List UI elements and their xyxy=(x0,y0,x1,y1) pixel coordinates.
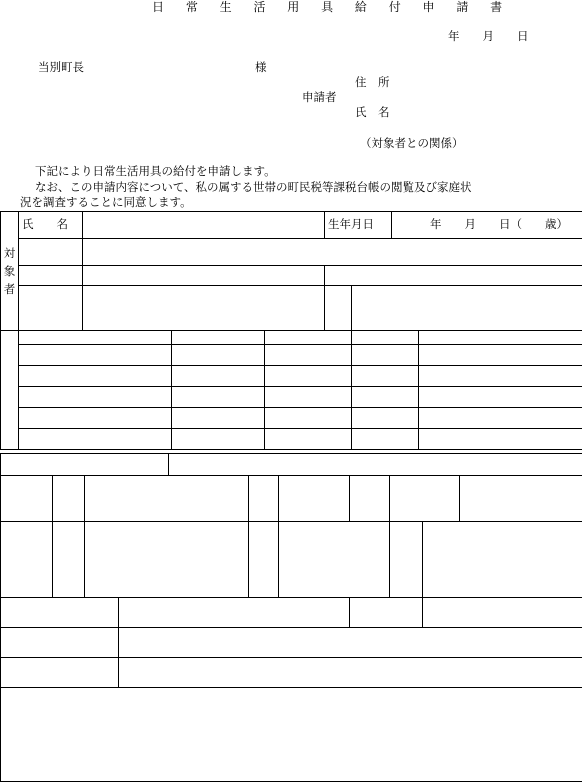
intro-line-3: 況を調査することに同意します。 xyxy=(20,196,192,210)
special-request-field[interactable] xyxy=(119,628,582,658)
disability-field[interactable] xyxy=(83,286,325,331)
household-relation-cell[interactable] xyxy=(172,408,265,429)
household-header-birth xyxy=(265,331,352,345)
bath-options[interactable] xyxy=(279,476,350,522)
household-name-cell[interactable] xyxy=(19,366,172,387)
subject-section-label: 対象者 xyxy=(1,212,19,331)
care-excretion-options[interactable] xyxy=(279,522,390,598)
equipment-remarks-field[interactable] xyxy=(119,658,582,688)
relation-label: （対象者との関係） xyxy=(360,137,464,151)
applicant-name-label: 氏 名 xyxy=(355,106,390,120)
household-birth-cell[interactable] xyxy=(265,345,352,366)
house-options[interactable] xyxy=(85,476,249,522)
household-section-label xyxy=(1,331,19,450)
equipment-spec-label xyxy=(350,598,423,628)
reason-label xyxy=(1,454,169,476)
household-birth-cell[interactable] xyxy=(265,366,352,387)
household-name-cell[interactable] xyxy=(19,408,172,429)
household-occupation-cell[interactable] xyxy=(352,408,419,429)
table-row xyxy=(1,429,582,450)
birth-field[interactable]: 年 月 日（ 歳） xyxy=(392,212,582,239)
intro-line-2: なお、この申請内容について、私の属する世帯の町民税等課税台帳の閲覧及び家庭状 xyxy=(35,181,472,195)
household-header-remarks xyxy=(419,331,582,345)
household-relation-cell[interactable] xyxy=(172,366,265,387)
care-bath-options[interactable] xyxy=(85,522,249,598)
table-row xyxy=(1,408,582,429)
household-birth-cell[interactable] xyxy=(265,387,352,408)
toilet-options[interactable] xyxy=(390,476,460,522)
grade-field[interactable] xyxy=(352,286,582,331)
birth-label: 生年月日 xyxy=(325,212,392,239)
household-relation-cell[interactable] xyxy=(172,345,265,366)
care-excretion-label xyxy=(249,522,279,598)
date-line: 年 月 日 xyxy=(448,30,529,44)
request-details-table xyxy=(0,453,582,782)
equipment-spec-field[interactable] xyxy=(423,598,582,628)
equipment-remarks-label xyxy=(1,658,119,688)
household-header-occupation xyxy=(352,331,419,345)
bath-label xyxy=(249,476,279,522)
household-occupation-cell[interactable] xyxy=(352,345,419,366)
care-mobility-label xyxy=(390,522,423,598)
household-header-relation xyxy=(172,331,265,345)
table-row xyxy=(1,387,582,408)
table-row xyxy=(1,345,582,366)
applicant-label: 申請者 xyxy=(302,91,337,105)
grade-label xyxy=(325,286,352,331)
household-occupation-cell[interactable] xyxy=(352,366,419,387)
reason-field[interactable] xyxy=(169,454,582,476)
care-label xyxy=(1,522,53,598)
addressee: 当別町長 xyxy=(38,61,84,75)
household-remarks-cell[interactable] xyxy=(419,387,582,408)
equipment-type-label xyxy=(1,598,119,628)
subject-household-table xyxy=(0,211,582,450)
notebook-date-field[interactable] xyxy=(325,266,582,286)
household-relation-cell[interactable] xyxy=(172,429,265,450)
applicant-address-label: 住 所 xyxy=(355,76,390,90)
honorific: 様 xyxy=(255,61,267,75)
equipment-type-field[interactable] xyxy=(119,598,350,628)
disability-label xyxy=(19,286,83,331)
household-relation-cell[interactable] xyxy=(172,387,265,408)
special-request-label xyxy=(1,628,119,658)
household-birth-cell[interactable] xyxy=(265,408,352,429)
household-remarks-cell[interactable] xyxy=(419,408,582,429)
household-header-name xyxy=(19,331,172,345)
household-occupation-cell[interactable] xyxy=(352,387,419,408)
household-birth-cell[interactable] xyxy=(265,429,352,450)
subject-address-field[interactable] xyxy=(83,239,582,266)
form-title: 日 常 生 活 用 具 給 付 申 請 書 xyxy=(152,0,511,14)
care-mobility-options[interactable] xyxy=(423,522,582,598)
household-name-cell[interactable] xyxy=(19,345,172,366)
notebook-label xyxy=(19,266,83,286)
house-label xyxy=(53,476,85,522)
notebook-number-field[interactable] xyxy=(83,266,325,286)
household-remarks-cell[interactable] xyxy=(419,345,582,366)
footnote xyxy=(1,688,582,782)
table-row xyxy=(1,366,582,387)
household-name-cell[interactable] xyxy=(19,387,172,408)
care-bath-label xyxy=(53,522,85,598)
household-remarks-cell[interactable] xyxy=(419,429,582,450)
housing-label xyxy=(1,476,53,522)
household-occupation-cell[interactable] xyxy=(352,429,419,450)
intro-line-1: 下記により日常生活用具の給付を申請します。 xyxy=(35,165,276,179)
household-name-cell[interactable] xyxy=(19,429,172,450)
subject-name-label: 氏 名 xyxy=(19,212,83,239)
toilet-label xyxy=(350,476,390,522)
subject-name-field[interactable] xyxy=(83,212,325,239)
housing-remarks-cell[interactable] xyxy=(460,476,582,522)
subject-address-label xyxy=(19,239,83,266)
household-remarks-cell[interactable] xyxy=(419,366,582,387)
